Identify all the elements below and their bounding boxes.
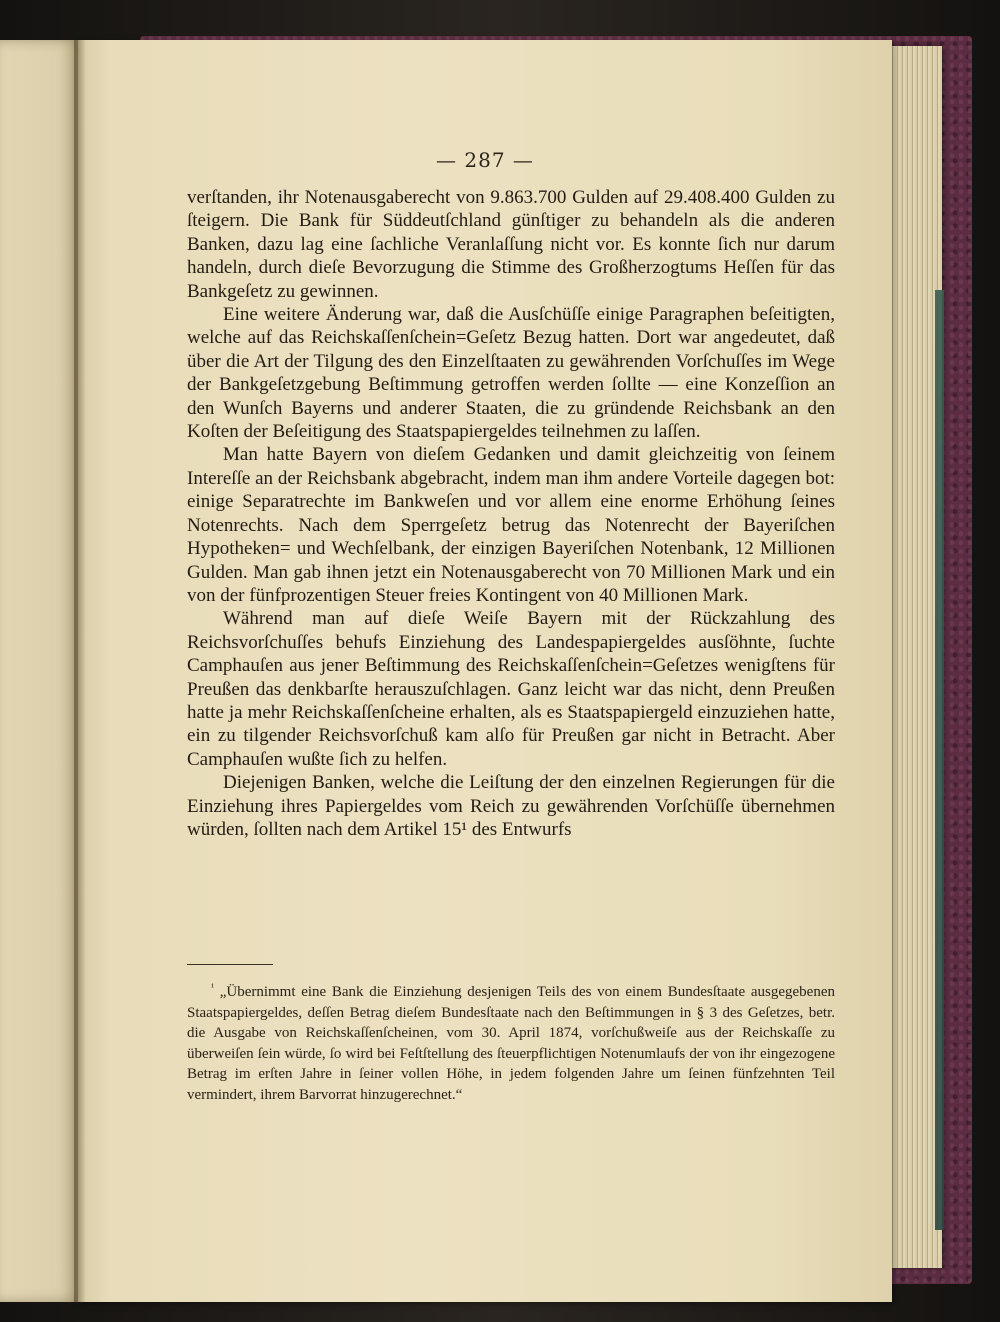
footnote-marker: ¹ <box>211 982 214 993</box>
paragraph: Man hatte Bayern von dieſem Gedanken und damit gleichzeitig von ſeinem Intereſſe an der Reichsbank abgebracht, indem man ihm andere Vorteile dagegen bot: einige Separatrechte im Bankweſen und vor allem eine enorme Erhöhung ſeines Notenrechts. Nach dem Sperrgeſetz betrug das Notenrecht der Bayeriſchen Hypotheken= und Wechſelbank, der einzigen Bayeriſchen Notenbank, 12 Millionen Gulden. Man gab ihnen jetzt ein Notenausgaberecht von 70 Millionen Mark und ein von der fünfprozentigen Steuer freies Kontingent von 40 Millionen Mark. <box>187 444 835 606</box>
paragraph: Diejenigen Banken, welche die Leiſtung der den einzelnen Regierungen für die Einziehung ihres Papiergeldes vom Reich zu gewährenden Vorſchüſſe übernehmen würden, ſollten nach dem Artikel 15¹ des Entwurfs <box>187 772 835 840</box>
paragraph: Während man auf dieſe Weiſe Bayern mit der Rückzahlung des Reichsvorſchuſſes behufs Einziehung des Landespapiergeldes ausſöhnte, ſuchte Camphauſen aus jener Beſtimmung des Reichskaſſenſchein=Geſetzes wenigſtens für Preußen das denkbarſte herauszuſchlagen. Ganz leicht war das nicht, denn Preußen hatte ja mehr Reichskaſſenſcheine erhalten, als es Staatspapiergeld einzuziehen hatte, ein zu tilgender Reichsvorſchuß kam alſo für Preußen gar nicht in Betracht. Aber Camphauſen wußte ſich zu helfen. <box>187 608 835 770</box>
footnote-text <box>187 978 835 1106</box>
paragraph: Eine weitere Änderung war, daß die Ausſchüſſe einige Paragraphen beſeitigten, welche auf das Reichskaſſenſchein=Geſetz Bezug hatten. Dort war angedeutet, daß über die Art der Tilgung des den Einzelſtaaten zu gewährenden Vorſchuſſes im Wege der Bankgeſetzgebung Beſtimmung getroffen werden ſollte — eine Konzeſſion an den Wunſch Bayerns und anderer Staaten, die zu gründende Reichsbank an den Koſten der Beſeitigung des Staatspapiergeldes teilnehmen zu laſſen. <box>187 304 835 443</box>
body-text <box>187 186 835 841</box>
paragraph: verſtanden, ihr Notenausgaberecht von 9.863.700 Gulden auf 29.408.400 Gulden zu ſteigern. Die Bank für Süddeutſchland günſtiger zu behandeln als die anderen Banken, dazu lag eine ſachliche Veranlaſſung nicht vor. Es konnte ſich nur darum handeln, durch dieſe Bevorzugung die Stimme des Großherzogtums Heſſen für das Bankgeſetz zu gewinnen. <box>187 187 835 302</box>
book-page <box>78 40 892 1302</box>
footnote <box>187 978 835 1106</box>
footnote-body: „Übernimmt eine Bank die Einziehung desjenigen Teils des von einem Bundesſtaate ausgegebenen Staatspapiergeldes, deſſen Betrag dieſem Bundesſtaate nach den Beſtimmungen in § 3 des Geſetzes, betr. die Ausgabe von Reichskaſſenſcheinen, vom 30. April 1874, vorſchußweiſe aus der Reichskaſſe zu überweiſen ſein würde, ſo wird bei Feſtſtellung des ſteuerpflichtigen Notenumlaufs der von ihr eingezogene Betrag im erſten Jahre in ſeiner vollen Höhe, in jedem folgenden Jahre um ſeinen fünfzehnten Teil vermindert, ihrem Barvorrat hinzugerechnet.“ <box>187 984 836 1103</box>
previous-page-edge <box>0 40 80 1302</box>
bookmark-strip <box>935 290 944 1230</box>
footnote-divider <box>187 964 273 965</box>
page-number: — 287 — <box>436 148 534 172</box>
gutter-shadow <box>74 40 86 1302</box>
